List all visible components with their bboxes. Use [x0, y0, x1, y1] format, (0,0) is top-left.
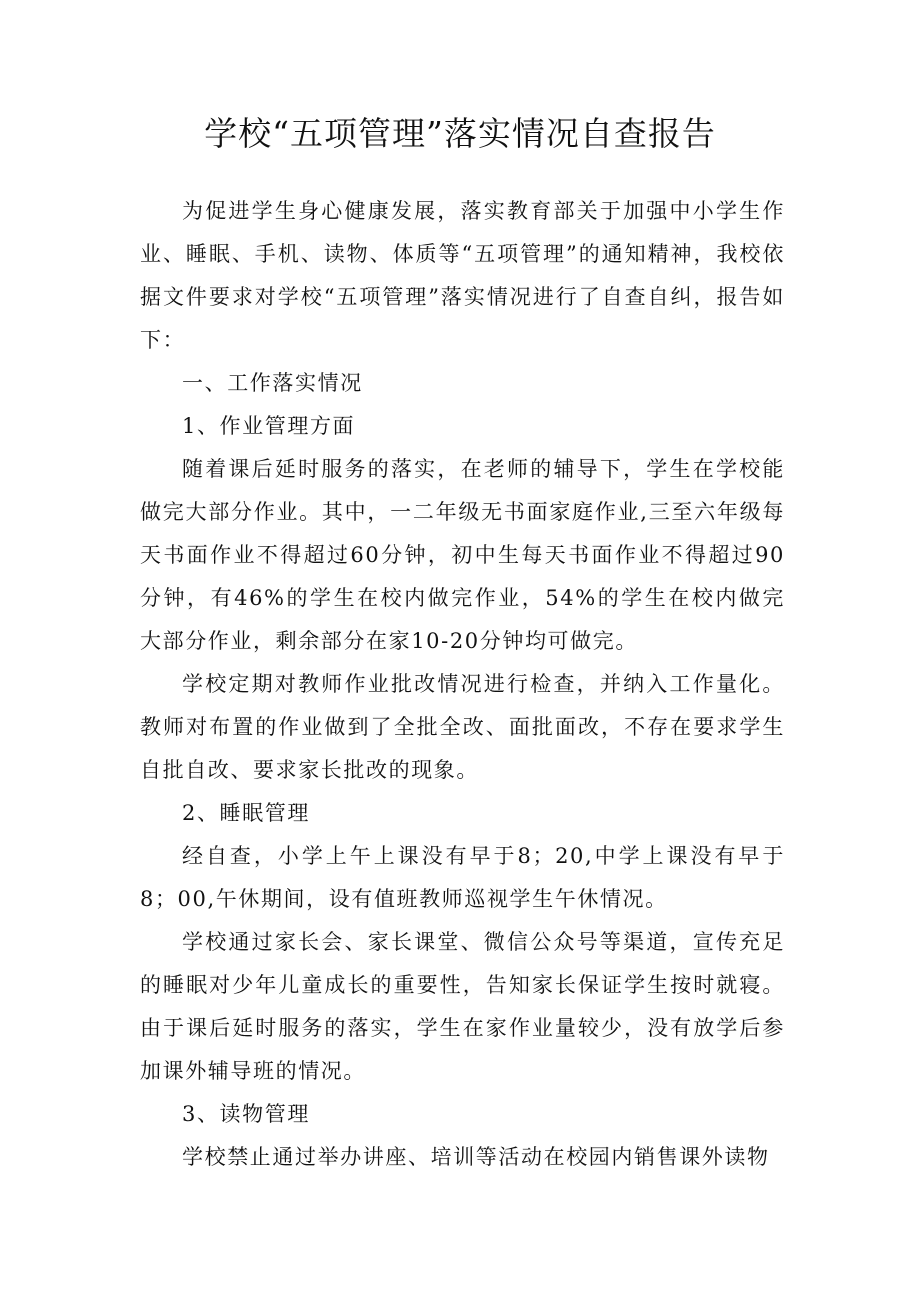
subsection-heading-reading: 3、读物管理 [182, 1102, 310, 1126]
document-body [140, 190, 785, 1179]
homework-paragraph-2: 学校定期对教师作业批改情况进行检查，并纳入工作量化。教师对布置的作业做到了全批全改、面批面改，不存在要求学生自批自改、要求家长批改的现象。 [140, 672, 785, 782]
sleep-paragraph-2: 学校通过家长会、家长课堂、微信公众号等渠道，宣传充足的睡眠对少年儿童成长的重要性，告知家长保证学生按时就寝。由于课后延时服务的落实，学生在家作业量较少，没有放学后参加课外辅导班的情况。 [140, 930, 785, 1083]
sleep-paragraph-1: 经自查，小学上午上课没有早于8；20,中学上课没有早于8；00,午休期间，设有值班教师巡视学生午休情况。 [140, 844, 785, 911]
subsection-heading-homework: 1、作业管理方面 [182, 414, 356, 438]
homework-paragraph-1: 随着课后延时服务的落实，在老师的辅导下，学生在学校能做完大部分作业。其中，一二年级无书面家庭作业,三至六年级每天书面作业不得超过60分钟，初中生每天书面作业不得超过90分钟，有46%的学生在校内做完作业，54%的学生在校内做完大部分作业，剩余部分在家10-20分钟均可做完。 [140, 457, 785, 653]
section-heading-work-status: 一、工作落实情况 [182, 371, 363, 395]
intro-paragraph: 为促进学生身心健康发展，落实教育部关于加强中小学生作业、睡眠、手机、读物、体质等“五项管理”的通知精神，我校依据文件要求对学校“五项管理”落实情况进行了自查自纠，报告如下： [140, 199, 785, 352]
subsection-heading-sleep: 2、睡眠管理 [182, 801, 310, 825]
reading-paragraph-1: 学校禁止通过举办讲座、培训等活动在校园内销售课外读物 [182, 1145, 770, 1169]
document-title: 学校“五项管理”落实情况自查报告 [204, 114, 716, 153]
